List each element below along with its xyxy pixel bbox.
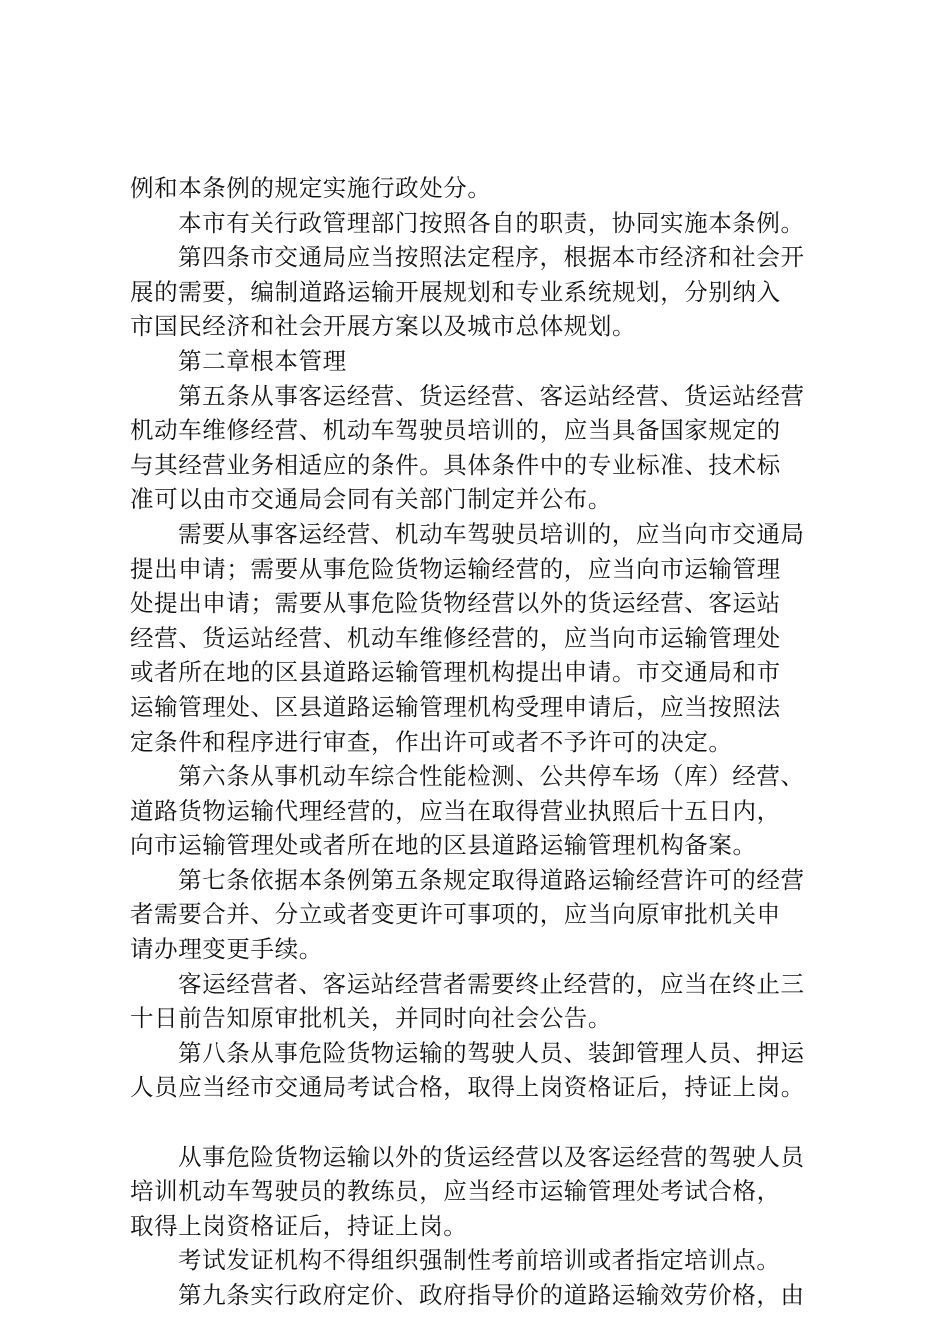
chapter-heading: 第二章根本管理 <box>178 346 347 375</box>
text-line-29: 培训机动车驾驶员的教练员，应当经市运输管理处考试合格， <box>130 1177 781 1206</box>
text-line-18: 第六条从事机动车综合性能检测、公共停车场（库）经营、 <box>178 762 805 791</box>
text-line-13: 处提出申请；需要从事危险货物经营以外的货运经营、客运站 <box>130 589 781 618</box>
text-line-14: 经营、货运站经营、机动车维修经营的，应当向市运输管理处 <box>130 623 781 652</box>
text-line-5: 市国民经济和社会开展方案以及城市总体规划。 <box>130 312 637 341</box>
blank-line <box>130 1105 930 1140</box>
text-line-19: 道路货物运输代理经营的，应当在取得营业执照后十五日内， <box>130 796 781 825</box>
text-line-7: 第五条从事客运经营、货运经营、客运站经营、货运站经营 <box>178 381 805 410</box>
text-line-17: 定条件和程序进行审查，作出许可或者不予许可的决定。 <box>130 727 733 756</box>
text-line-30: 取得上岗资格证后，持证上岗。 <box>130 1211 468 1240</box>
text-line-31: 考试发证机构不得组织强制性考前培训或者指定培训点。 <box>178 1246 781 1275</box>
text-line-20: 向市运输管理处或者所在地的区县道路运输管理机构备案。 <box>130 831 757 860</box>
text-line-24: 客运经营者、客运站经营者需要终止经营的，应当在终止三 <box>178 969 805 998</box>
text-line-8: 机动车维修经营、机动车驾驶员培训的，应当具备国家规定的 <box>130 416 781 445</box>
document-body <box>130 171 930 1313</box>
text-line-28: 从事危险货物运输以外的货运经营以及客运经营的驾驶人员 <box>178 1142 805 1171</box>
text-line-9: 与其经营业务相适应的条件。具体条件中的专业标准、技术标 <box>130 450 781 479</box>
text-line-32: 第九条实行政府定价、政府指导价的道路运输效劳价格，由 <box>178 1281 805 1309</box>
text-line-27: 人员应当经市交通局考试合格，取得上岗资格证后，持证上岗。 <box>130 1073 805 1102</box>
text-line-2: 本市有关行政管理部门按照各自的职责，协同实施本条例。 <box>178 208 805 237</box>
text-line-1: 例和本条例的规定实施行政处分。 <box>130 174 492 202</box>
text-line-25: 十日前告知原审批机关，并同时向社会公告。 <box>130 1004 612 1033</box>
text-line-3: 第四条市交通局应当按照法定程序，根据本市经济和社会开 <box>178 243 805 272</box>
text-line-22: 者需要合并、分立或者变更许可事项的，应当向原审批机关申 <box>130 900 781 929</box>
text-line-10: 准可以由市交通局会同有关部门制定并公布。 <box>130 485 612 514</box>
text-line-12: 提出申请；需要从事危险货物运输经营的，应当向市运输管理 <box>130 554 781 583</box>
text-line-4: 展的需要，编制道路运输开展规划和专业系统规划，分别纳入 <box>130 277 781 306</box>
text-line-11: 需要从事客运经营、机动车驾驶员培训的，应当向市交通局 <box>178 519 805 548</box>
text-line-21: 第七条依据本条例第五条规定取得道路运输经营许可的经营 <box>178 865 805 894</box>
text-line-23: 请办理变更手续。 <box>130 935 323 964</box>
text-line-26: 第八条从事危险货物运输的驾驶人员、装卸管理人员、押运 <box>178 1038 805 1067</box>
text-line-15: 或者所在地的区县道路运输管理机构提出申请。市交通局和市 <box>130 658 781 687</box>
text-line-16: 运输管理处、区县道路运输管理机构受理申请后，应当按照法 <box>130 692 781 721</box>
